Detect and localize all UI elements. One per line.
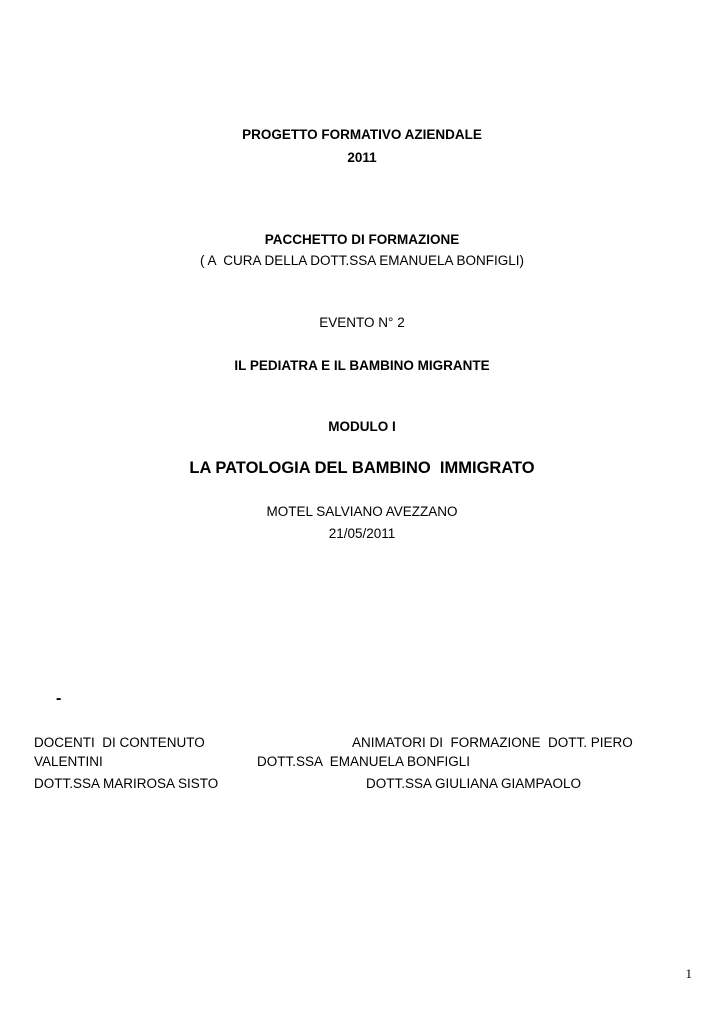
event-number: EVENTO N° 2: [319, 315, 405, 330]
credits-row1-right: ANIMATORI DI FORMAZIONE DOTT. PIERO: [352, 735, 633, 750]
package-title: PACCHETTO DI FORMAZIONE: [264, 232, 460, 247]
venue-location: MOTEL SALVIANO AVEZZANO: [266, 504, 458, 519]
credits-row2-right: DOTT.SSA EMANUELA BONFIGLI: [257, 754, 471, 769]
package-curator: ( A CURA DELLA DOTT.SSA EMANUELA BONFIGLI): [199, 253, 525, 268]
project-title: PROGETTO FORMATIVO AZIENDALE: [242, 127, 482, 142]
event-title: IL PEDIATRA E IL BAMBINO MIGRANTE: [234, 358, 490, 373]
venue-date: 21/05/2011: [328, 526, 396, 541]
credits-row2-left: VALENTINI: [34, 754, 103, 769]
credits-row3-left: DOTT.SSA MARIROSA SISTO: [34, 776, 219, 791]
credits-row3-right: DOTT.SSA GIULIANA GIAMPAOLO: [366, 776, 582, 791]
module-label: MODULO I: [328, 419, 396, 434]
separator-dash: -: [56, 690, 62, 707]
credits-row1-left: DOCENTI DI CONTENUTO: [34, 735, 205, 750]
project-year: 2011: [347, 150, 377, 165]
module-title: LA PATOLOGIA DEL BAMBINO IMMIGRATO: [189, 459, 535, 477]
page-number: 1: [685, 966, 692, 981]
